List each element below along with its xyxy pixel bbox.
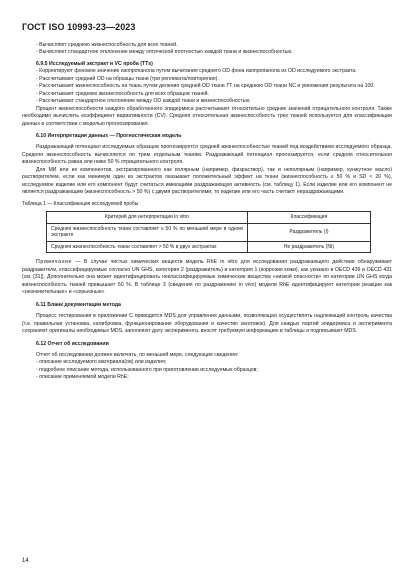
list-item: - описание применяемой модели RhE;: [36, 374, 129, 381]
page-number: 14: [22, 558, 29, 564]
note-text: — В случае чистых химических веществ модель RhE in vitro для исследования раздражающего действия обнаруживает раздражители, классифицируемые согласно UN GHS, категория 2 (раздражитель) и категория 1 (коррозия кожи), как указано в OECD 439 и OECD 431 (см. [31]). Дополнительно она может идентифицировать неклассифицируемые химические вещества «низкой опасности» по категории UN GHS когда жизнеспособность тканей превышает 50 %. В таблице 3 (сведения по раздражению in vivo) модели RhE идентифицируют категории реакции как «незначительные» и «серьезные»: [22, 259, 392, 296]
table-header-classification: Классификация: [247, 212, 370, 224]
note-label: Примечание: [36, 259, 73, 266]
table-header-row: [47, 212, 371, 224]
paragraph: - Вычисляют стандартное отклонение между оптической плотностью каждой ткани и жизнеспособностью.: [36, 49, 293, 56]
paragraph: Процент жизнеспособности каждого обработанного эпидермиса рассчитывают относительно средних значений отрицательного контроля. Также необходимо вычислить коэффициент вариативности (CV). Средняя относительная жизнеспособность трех тканей используется для классификации данных в соответствии с моделью прогнозирования.: [22, 105, 392, 127]
paragraph: Процесс тестирования в приложении C приводится MDS для управления данными, позволяющая осуществлять надлежащий контроль качества (т.е. правильная установка, калибровка, функционирование оборудования и качество заготовок). Для каждых партий эпидермиса и эксперимента сохраняют оригиналы необходимых MDS, заполняют дату эксперимента, вносят требуемую информацию в таблицы и подписывают MDS.: [22, 313, 392, 335]
paragraph: - Вычисляют среднюю жизнеспособность для всех тканей.: [36, 42, 178, 48]
table-cell-criterion: Средняя жизнеспособность ткани составляет ≤ 50 % по меньшей мере в одном экстракте: [47, 223, 248, 241]
table-caption-label: Таблица 1: [22, 200, 46, 207]
section-heading-6-10: 6.10 Интерпретация данных — Прогностическая модель: [36, 132, 182, 139]
classification-table: [46, 211, 371, 253]
table-caption: [22, 201, 392, 208]
paragraph: - Рассчитывают жизнеспособность на ткань путем деления средней OD ткани ТТ на среднюю OD ткани NC и умножения результата на 100.: [36, 83, 375, 90]
table-row: [47, 223, 371, 241]
section-heading-6-11: 6.11 Бланк документации метода: [36, 301, 121, 308]
paragraph: - Рассчитывают средний OD на образцы ткани (три репликата/повторения).: [36, 75, 219, 82]
paragraph: Раздражающий потенциал исследуемых образцов прогнозируется средней жизнеспособностью тканей под воздействием исследуемого образца. Средняя жизнеспособность вычисляется по трем отдельным тканям. Раздражающий потенциал прогнозируется, если средняя относительная жизнеспособность равна или ниже 50 % отрицательного контроля.: [22, 144, 392, 166]
paragraph: - Корректируют фоновое значение изопропанола путем вычитания среднего OD фона изопропанола из OD исследуемого экстракта.: [36, 68, 357, 75]
section-heading-6-9-5: 6.9.5 Исследуемый экстракт и VC проба (ТТs): [36, 60, 153, 67]
document-body: [22, 42, 392, 382]
table-cell-classification: Не раздражитель (NI): [247, 241, 370, 253]
table-row: [47, 241, 371, 253]
document-header: ГОСТ ISO 10993-23—2023: [22, 22, 136, 32]
paragraph: Для МИ или их компонентов, экстрагированного как полярным (например, физраствор), так и неполярным (например, кунжутное масло) растворителем, если как минимум один из экстрактов оказывает положительный эффект на ткани (жизнеспособность ≤ 50 % и SD < 20 %), исследуемое изделие или его компонент будут считаться имеющими раздражающую активность (см. таблицу 1). Если изделие или его компонент не является раздражающим (жизнеспособность > 50 %) с двумя растворителями, то изделие или его часть считают нераздражающими.: [22, 166, 392, 196]
list-item: - описание исследуемого материала(ов) или изделия;: [36, 359, 167, 366]
note-paragraph: [22, 259, 392, 296]
section-heading-6-12: 6.12 Отчет об исследовании: [36, 340, 109, 347]
list-item: - подробное описание метода, использованного при приготовлении исследуемых образцов;: [36, 366, 258, 373]
paragraph: - Рассчитывают среднюю жизнеспособность для всех образцов тканей.: [36, 90, 209, 97]
table-cell-criterion: Средняя жизнеспособность ткани составляет > 50 % в двух экстрактах: [47, 241, 248, 253]
paragraph: Отчет об исследовании должен включать, по меньшей мере, следующие сведения:: [36, 351, 239, 358]
paragraph: - Рассчитывают стандартное отклонение между OD каждой ткани и жизнеспособностью.: [36, 98, 251, 105]
table-header-criterion: Критерий для интерпретации in vitro: [47, 212, 248, 224]
table-caption-text: — Классификация исследуемой пробы: [47, 200, 139, 207]
table-cell-classification: Раздражитель (I): [247, 223, 370, 241]
